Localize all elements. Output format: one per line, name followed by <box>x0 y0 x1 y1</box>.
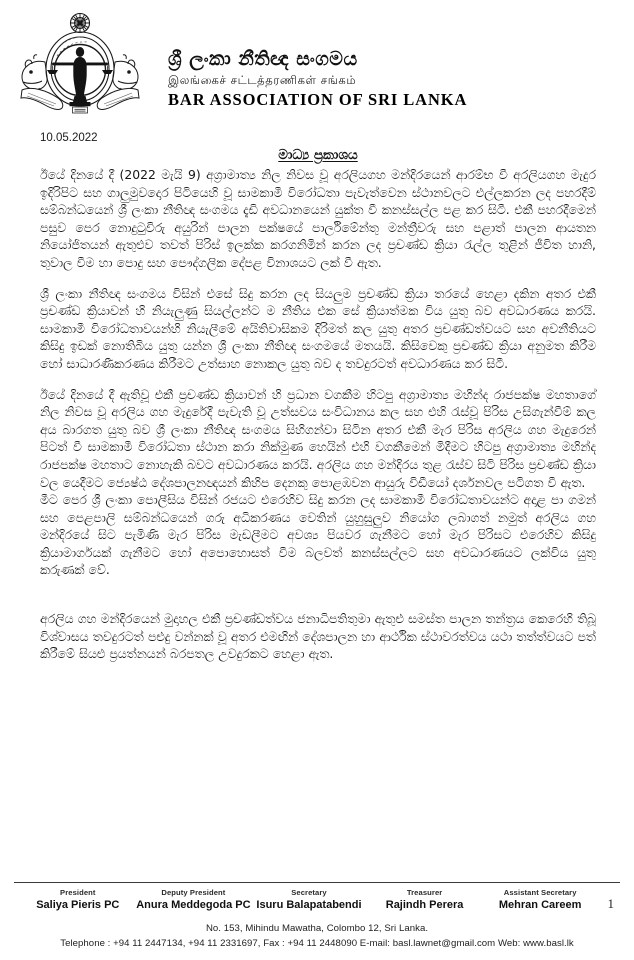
officer-entry <box>136 888 252 914</box>
officer-entry <box>20 888 136 914</box>
body-paragraph: අරලිය ගහ මන්දිරයෙන් මුදාහල එකී ප්‍රචණ්ඩත්වය ජනාධිපතිතුමා ඇතුළු සමස්ත පාලන තන්ත්‍රය කෙරෙහි තිබූ විශ්වාසය තවදුරටත් පළුදු වන්නක් වූ අතර එමඟින් දේශපාලන හා ආර්ථික ස්ථාවරත්වය යථා තත්ත්වයට පත් කිරීමේ සියළු ප්‍රයත්නයන් බරපතල උවදුරකට හෙළා ඇත. <box>40 611 596 662</box>
officer-name: Mehran Careem <box>498 899 582 912</box>
organisation-names <box>168 34 467 110</box>
officer-role: President <box>60 887 96 897</box>
office-bearers-row <box>14 888 620 914</box>
officer-role: Assistant Secretary <box>503 887 577 897</box>
officer-role: Deputy President <box>161 887 226 897</box>
contact-telephone-email-web: Telephone : +94 11 2447134, +94 11 2331697, Fax : +94 11 2448090 E-mail: basl.lawnet@gmail.com Web: www.basl.lk <box>60 938 574 950</box>
officer-entry <box>367 888 483 914</box>
org-name-english: BAR ASSOCIATION OF SRI LANKA <box>168 90 468 109</box>
officer-role: Secretary <box>291 887 327 897</box>
officer-name: Anura Meddegoda PC <box>136 899 251 912</box>
officer-role: Treasurer <box>406 887 443 897</box>
officer-name: Isuru Balapatabendi <box>256 899 362 912</box>
officer-name: Rajindh Perera <box>385 899 464 912</box>
body-paragraph: ශ්‍රී ලංකා නීතිඥ සංගමය විසින් එසේ සිදු කරන ලද සියලුම ප්‍රචණ්ඩ ක්‍රියා තරයේ හෙළා දකින අතර එකී ප්‍රචණ්ඩ ක්‍රියාවන් හි නියැලුණු සියල්ලන්ට ම නීතිය එක සේ ක්‍රියාත්මක විය යුතු බව අවධාරණය කරයි. සාමකාමී විරෝධතාවයන්හි නියැලීමේ අයිතිවාසිකම දිරිමත් කල යුතු අතර ප්‍රචණ්ඩත්වයට සහ අවනීතියට කිසිදු ඉඩක් නොතිබිය යුතු යන්න ශ්‍රී ලංකා නීතිඥ සංගමයේ මතයයි. කිසිවෙකු ප්‍රචණ්ඩ ක්‍රියා අනුමත කිරීම හෝ සාධාරණීකරණය කිරීමට උත්සාහ නොකල යුතු බව ද තවදුරටත් අවධාරණය කර සිටී. <box>40 285 596 371</box>
contact-details <box>14 922 620 952</box>
office-address: No. 153, Mihindu Mawatha, Colombo 12, Sri Lanka. <box>205 923 429 935</box>
document-body <box>0 132 634 663</box>
body-paragraph: මීට පෙර ශ්‍රී ලංකා පොලීසිය විසින් රජයට එරෙහිව සිදු කරන ලද සාමකාමී විරෝධතාවයන්ට අදාළ පා ගමන් සහ පෙළපාලි සම්බන්ධයෙන් ගරු අධිකරණය වෙතින් යුහුසුලුව නියෝග ලබාගත් නමුත් අරලිය ගහ මන්දිරයේ සිට පැමිණි මැර පිරිස මැඩලීමට අවශ්‍ය පියවර ගැනීමට හෝ මැර පිරිසට එරෙහිව කිසිදු ක්‍රියාමාර්ගයක් ගැනීමට හෝ අපොහොසත් වීම බලවත් කනස්සල්ලට සහ අවධාරණයට ලක්විය යුතු කරුණක් වේ. <box>40 492 596 578</box>
org-name-sinhala: ශ්‍රී ලංකා නීතිඥ සංගමය <box>168 48 358 70</box>
org-name-tamil: இலங்கைச் சட்டத்தரணிகள் சங்கம் <box>168 72 357 87</box>
body-paragraph: ඊයේ දිනයේ දී ඇතිවූ එකී ප්‍රචණ්ඩ ක්‍රියාවන් හි ප්‍රධාන වගකීම හිටපු අග්‍රාමාත්‍ය මහින්ද රාජපක්ෂ මහතාගේ නිල නිවස වූ අරලිය ගහ මැදුරේදී පැවැති වූ උත්සවය සංවිධානය කල සහ එහි රැස්වූ පිරිස උසිගැන්වීම් කල අය බාරගත යුතු බව ශ්‍රී ලංකා නීතිඥ සංගමය සිහිගන්වා සිටින අතර එකී මැර පිරිස අරලිය ගහ මැදුරෙන් පිටත් වී සාමකාමී විරෝධතා ස්ථාන කරා නික්මුණ හෙයින් එහි වගකීමෙන් මිදීමට හිටපු අග්‍රාමාත්‍ය මහින්ද රාජපක්ෂ මහතාට නොහැකි බවට අවධාරණය කරයි. අරලිය ගහ මන්දිරය තුළ රැස්ව සිටි පිරිස ප්‍රචණ්ඩ ක්‍රියා වල යෙදීමට ජ්‍යෙෂ්ඨ දේශපාලනඥයන් කිහිප දෙනකු පොළඹවන ආයුරු විඩීයෝ දර්ශනවල පටිගත වී ඇත. <box>40 386 596 490</box>
basl-crest-logo-icon <box>14 12 146 132</box>
document-footer <box>0 882 634 960</box>
officer-name: Saliya Pieris PC <box>36 899 120 912</box>
document-meta <box>40 132 596 166</box>
document-title: මාධ්‍ය ප්‍රකාශය <box>278 147 358 163</box>
officer-entry <box>251 888 367 914</box>
footer-divider <box>14 882 620 883</box>
page-number: 1 <box>607 895 614 911</box>
officer-entry <box>482 888 598 914</box>
letterhead <box>0 0 634 132</box>
body-paragraph: ඊයේ දිනයේ දී (2022 මැයි 9) අග්‍රාමාත්‍ය නිල නිවස වූ අරලියගහ මන්දිරයෙන් ආරම්භ වී අරලියගහ මැදුර ඉදිරිපිට සහ ගාලුමුවදොර පිටියෙහි වූ සාමකාමී විරෝධතා පැවැත්වෙන ස්ථානවලට එල්ලකරන ලද පහරදීම් සම්බන්ධයෙන් ශ්‍රී ලංකා නීතිඥ සංගමය දැඩි අවධානයෙන් යුක්ත වී කනස්සල්ල පළ කර සිටී. එකී පහරදීමෙන් පසුව පෙර නොදුටුවිරු අයුරින් පාලන පක්ෂයේ පාර්ලිමේන්තු මන්ත්‍රීවරු සහ පළාත් පාලන ආයතන නියෝජිතයන් ඇතුළුව තවත් පිරිස් ඉලක්ක කරගනිමින් කරන ලද ප්‍රචණ්ඩ ක්‍රියා රැල්ල තුළින් ජීවිත හානි, තුවාල වීම හා පොදු සහ පෞද්ගලික දේපළ විනාශයට ලක් වී ඇත. <box>40 167 596 270</box>
document-date: 10.05.2022 <box>40 132 98 144</box>
